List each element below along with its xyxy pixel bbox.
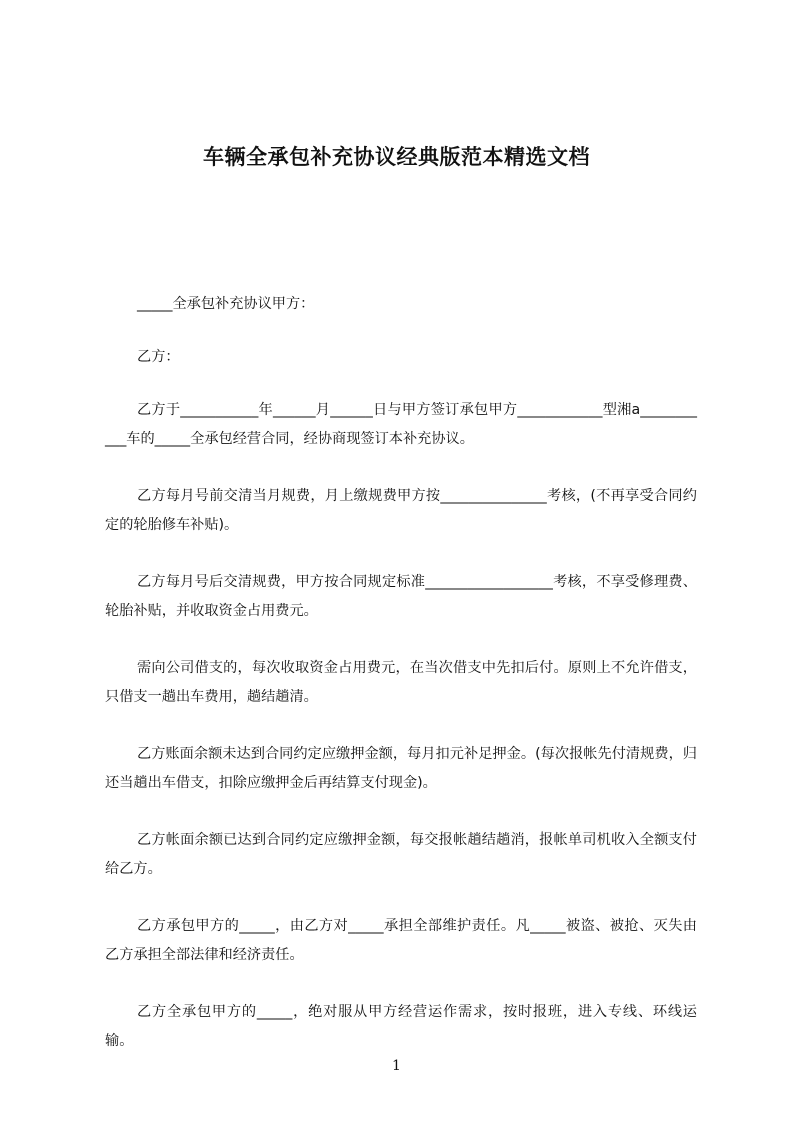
paragraph-borrowing: 需向公司借支的，每次收取资金占用费元，在当次借支中先扣后付。原则上不允许借支，只借支一趟出车费用，趟结趟清。 [105,660,697,705]
document-body [105,290,697,1056]
paragraph-operations: 乙方全承包甲方的_____，绝对服从甲方经营运作需求，按时报班，进入专线、环线运输。 [105,1004,697,1049]
paragraph-contract-basis: 乙方于___________年______月______日与甲方签订承包甲方____________型湘a___________车的_____全承包经营合同，经协商现签订本补充协议。 [105,402,697,447]
page-number: 1 [392,1058,401,1074]
paragraph-monthly-fee-early: 乙方每月号前交清当月规费，月上缴规费甲方按_______________考核，(不再享受合同约定的轮胎修车补贴)。 [105,488,697,533]
paragraph-deposit-shortfall: 乙方账面余额未达到合同约定应缴押金额，每月扣元补足押金。(每次报帐先付清规费，归还当趟出车借支，扣除应缴押金后再结算支付现金)。 [105,746,697,791]
paragraph-party-a: _____全承包补充协议甲方： [137,296,315,312]
paragraph-monthly-fee-late: 乙方每月号后交清规费，甲方按合同规定标准__________________考核，不享受修理费、轮胎补贴，并收取资金占用费元。 [105,574,697,619]
paragraph-maintenance-liability: 乙方承包甲方的_____，由乙方对_____承担全部维护责任。凡_____被盗、被抢、灭失由乙方承担全部法律和经济责任。 [105,918,697,963]
paragraph-deposit-reached: 乙方帐面余额已达到合同约定应缴押金额，每交报帐趟结趟消，报帐单司机收入全额支付给乙方。 [105,832,697,877]
paragraph-party-b: 乙方： [137,349,180,365]
document-title: 车辆全承包补充协议经典版范本精选文档 [203,145,590,169]
